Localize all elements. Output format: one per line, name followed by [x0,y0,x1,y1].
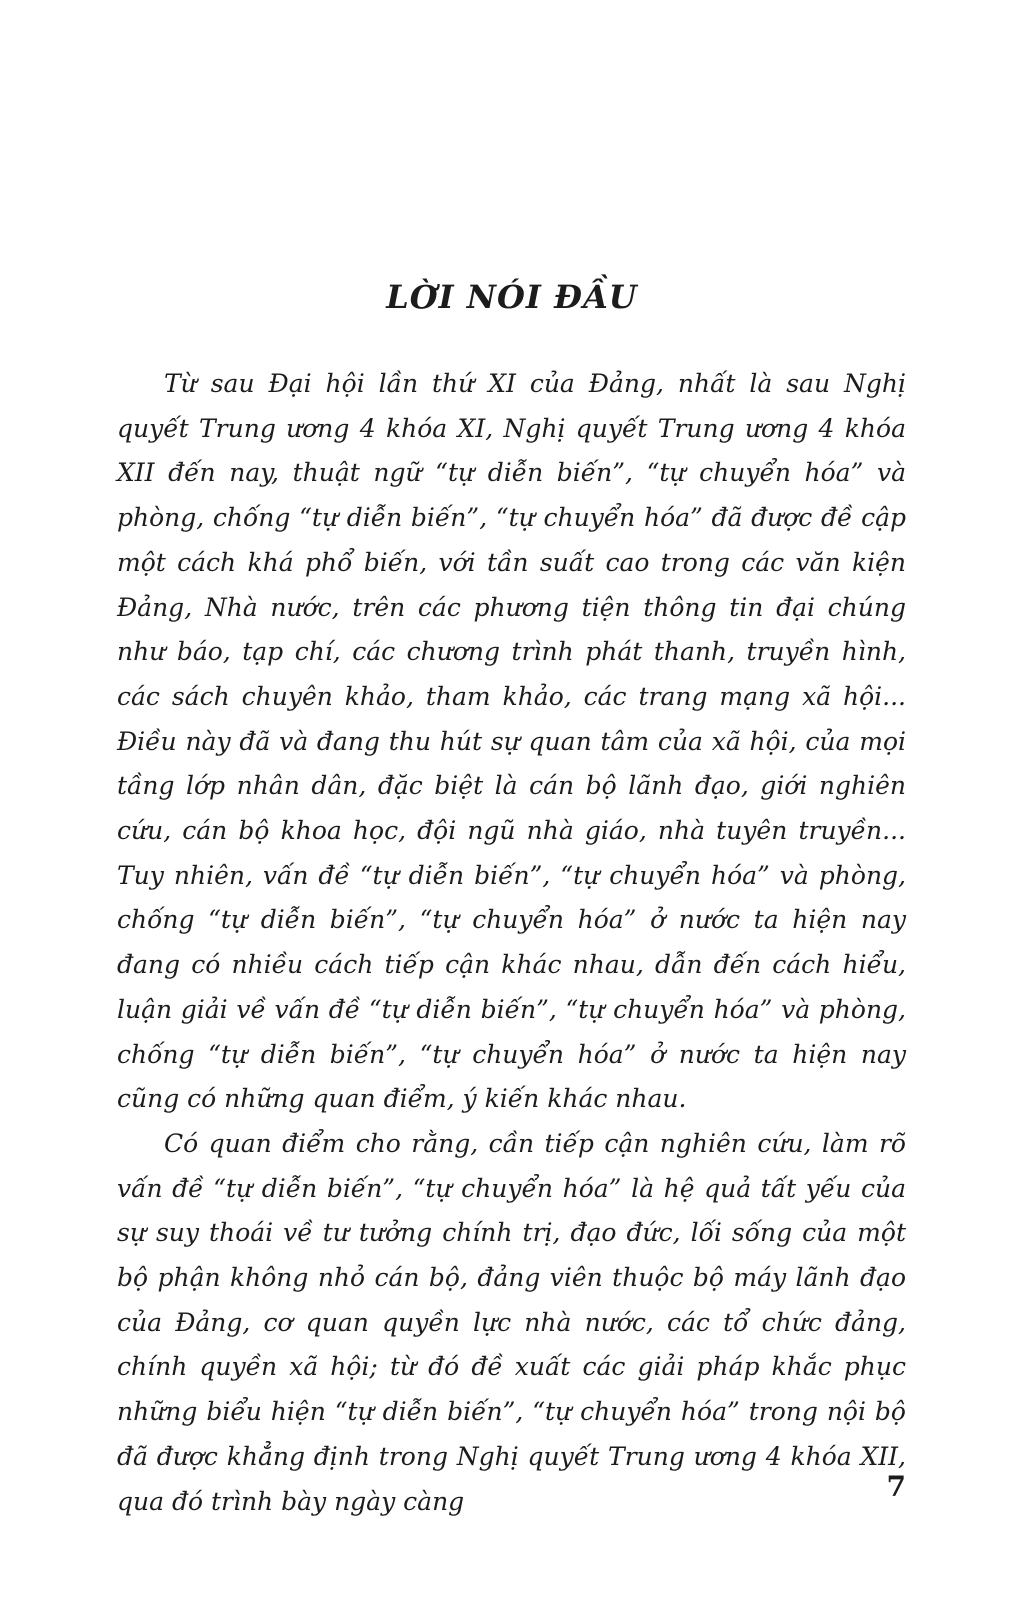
paragraph-2: Có quan điểm cho rằng, cần tiếp cận nghiên cứu, làm rõ vấn đề “tự diễn biến”, “tự chuyển hóa” là hệ quả tất yếu của sự suy thoái về tư tưởng chính trị, đạo đức, lối sống của một bộ phận không nhỏ cán bộ, đảng viên thuộc bộ máy lãnh đạo của Đảng, cơ quan quyền lực nhà nước, các tổ chức đảng, chính quyền xã hội; từ đó đề xuất các giải pháp khắc phục những biểu hiện “tự diễn biến”, “tự chuyển hóa” trong nội bộ đã được khẳng định trong Nghị quyết Trung ương 4 khóa XII, qua đó trình bày ngày càng [117,1128,906,1516]
paragraph-1: Từ sau Đại hội lần thứ XI của Đảng, nhất là sau Nghị quyết Trung ương 4 khóa XI, Nghị quyết Trung ương 4 khóa XII đến nay, thuật ngữ “tự diễn biến”, “tự chuyển hóa” và phòng, chống “tự diễn biến”, “tự chuyển hóa” đã được đề cập một cách khá phổ biến, với tần suất cao trong các văn kiện Đảng, Nhà nước, trên các phương tiện thông tin đại chúng như báo, tạp chí, các chương trình phát thanh, truyền hình, các sách chuyên khảo, tham khảo, các trang mạng xã hội... Điều này đã và đang thu hút sự quan tâm của xã hội, của mọi tầng lớp nhân dân, đặc biệt là cán bộ lãnh đạo, giới nghiên cứu, cán bộ khoa học, đội ngũ nhà giáo, nhà tuyên truyền... Tuy nhiên, vấn đề “tự diễn biến”, “tự chuyển hóa” và phòng, chống “tự diễn biến”, “tự chuyển hóa” ở nước ta hiện nay đang có nhiều cách tiếp cận khác nhau, dẫn đến cách hiểu, luận giải về vấn đề “tự diễn biến”, “tự chuyển hóa” và phòng, chống “tự diễn biến”, “tự chuyển hóa” ở nước ta hiện nay cũng có những quan điểm, ý kiến khác nhau. [117,369,906,1114]
chapter-title: LỜI NÓI ĐẦU [386,278,638,316]
page-number: 7 [886,1470,906,1503]
body-text [117,362,906,1524]
